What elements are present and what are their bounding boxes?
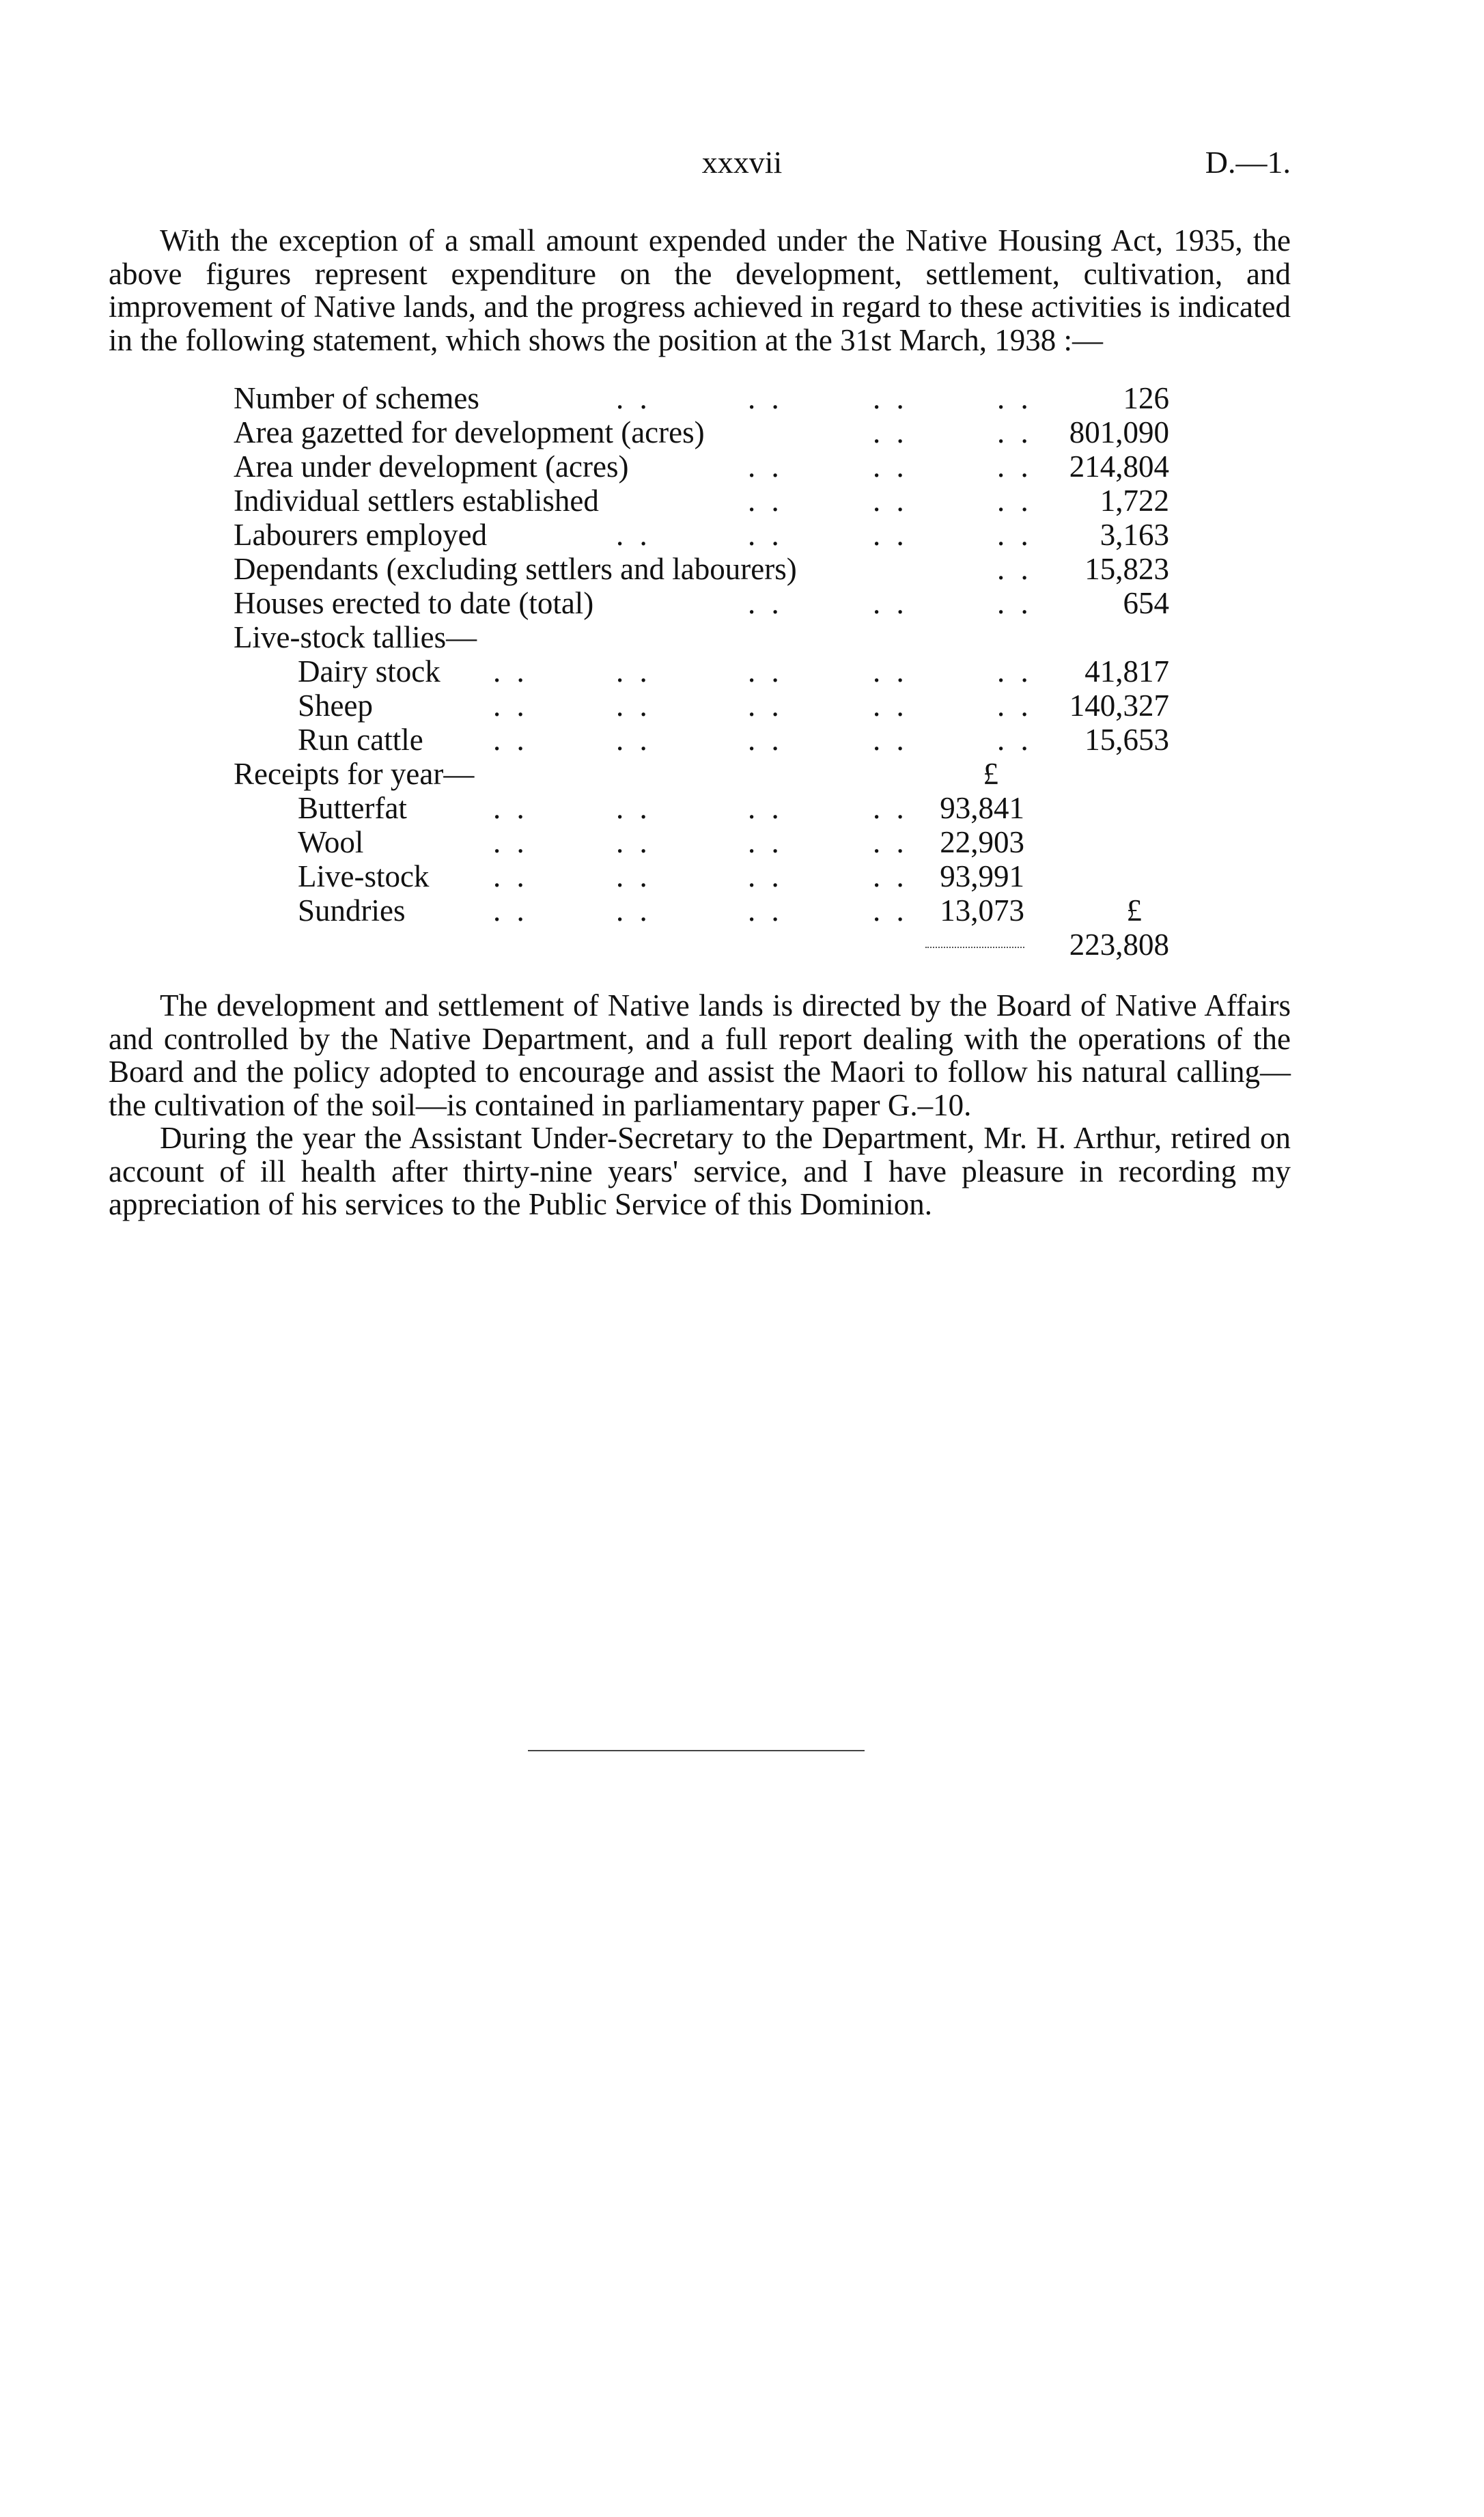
- table-row: [234, 654, 1169, 689]
- table-row: [234, 518, 1169, 552]
- leader-dots: . .: [616, 791, 652, 825]
- leader-dots: . .: [873, 791, 908, 825]
- leader-dots: . .: [873, 586, 908, 620]
- leader-dots: . .: [493, 791, 529, 825]
- statement-table: [234, 381, 1169, 962]
- document-reference: D.—1.: [1205, 145, 1291, 180]
- leader-dots: . .: [873, 449, 908, 484]
- intro-text: With the exception of a small amount expended under the Native Housing Act, 1935, the above figures represent expenditure on the development, settlement, cultivation, and improvement of Native lands, and the progress achieved in regard to these activities is indicated in the following statement, which shows the position at the 31st March, 1938 :—: [109, 223, 1291, 357]
- row-label: Area gazetted for development (acres): [234, 415, 705, 449]
- row-value: 41,817: [1084, 654, 1169, 689]
- leader-dots: . .: [873, 859, 908, 893]
- leader-dots: . .: [616, 689, 652, 723]
- leader-dots: . .: [748, 518, 783, 552]
- row-value: 13,073: [940, 893, 1024, 928]
- table-row: [234, 449, 1169, 484]
- table-row: [234, 723, 1169, 757]
- leader-dots: . .: [997, 654, 1033, 689]
- receipts-heading: [234, 757, 1169, 791]
- intro-paragraph: [109, 224, 1291, 357]
- table-row: [234, 689, 1169, 723]
- table-row: [234, 381, 1169, 415]
- leader-dots: . .: [748, 689, 783, 723]
- leader-dots: . .: [493, 723, 529, 757]
- leader-dots: . .: [873, 484, 908, 518]
- leader-dots: . .: [748, 449, 783, 484]
- leader-dots: . .: [873, 723, 908, 757]
- row-label: Area under development (acres): [234, 449, 629, 484]
- section-heading: Receipts for year—: [234, 757, 475, 791]
- leader-dots: . .: [748, 586, 783, 620]
- leader-dots: . .: [873, 415, 908, 449]
- page-body: [109, 224, 1291, 1221]
- section-heading: Live-stock tallies—: [234, 620, 477, 654]
- receipts-total: 223,808: [1069, 928, 1169, 962]
- leader-dots: . .: [997, 723, 1033, 757]
- table-row: [234, 552, 1169, 586]
- table-row: [234, 484, 1169, 518]
- row-value: 140,327: [1069, 689, 1169, 723]
- leader-dots: . .: [748, 381, 783, 415]
- board-text: The development and settlement of Native lands is directed by the Board of Native Affairs and controlled by the Native Department, and a full report dealing with the operations of the Board and the policy adopted to encourage and assist the Maori to follow his natural calling—the cultivation of the soil—is contained in parliamentary paper G.–10.: [109, 988, 1291, 1122]
- table-row: [234, 859, 1169, 893]
- row-value: 1,722: [1100, 484, 1169, 518]
- retirement-text: During the year the Assistant Under-Secretary to the Department, Mr. H. Arthur, retired on account of ill health after thirty-nine years' service, and I have pleasure in recording my appreciation of his services to the Public Service of this Dominion.: [109, 1121, 1291, 1221]
- leader-dots: . .: [997, 449, 1033, 484]
- row-value: 93,841: [940, 791, 1024, 825]
- leader-dots: . .: [997, 552, 1033, 586]
- leader-dots: . .: [997, 586, 1033, 620]
- leader-dots: . .: [997, 518, 1033, 552]
- row-label: Live-stock: [298, 859, 430, 893]
- leader-dots: . .: [748, 723, 783, 757]
- row-label: Houses erected to date (total): [234, 586, 594, 620]
- retirement-paragraph: [109, 1122, 1291, 1221]
- row-value: 22,903: [940, 825, 1024, 859]
- leader-dots: . .: [493, 825, 529, 859]
- board-paragraph: [109, 989, 1291, 1122]
- end-rule: [528, 1750, 865, 1751]
- row-value: 15,823: [1084, 552, 1169, 586]
- leader-dots: . .: [493, 689, 529, 723]
- leader-dots: . .: [616, 893, 652, 928]
- leader-dots: . .: [616, 825, 652, 859]
- leader-dots: . .: [873, 381, 908, 415]
- leader-dots: . .: [748, 859, 783, 893]
- row-label: Dairy stock: [298, 654, 440, 689]
- currency-symbol: £: [1126, 893, 1142, 928]
- leader-dots: . .: [616, 654, 652, 689]
- row-value: 654: [1123, 586, 1169, 620]
- leader-dots: . .: [748, 825, 783, 859]
- leader-dots: . .: [997, 381, 1033, 415]
- row-label: Wool: [298, 825, 364, 859]
- leader-dots: . .: [748, 791, 783, 825]
- row-label: Sundries: [298, 893, 406, 928]
- row-label: Labourers employed: [234, 518, 488, 552]
- leader-dots: . .: [997, 689, 1033, 723]
- leader-dots: . .: [493, 859, 529, 893]
- leader-dots: . .: [873, 689, 908, 723]
- livestock-heading: [234, 620, 1169, 654]
- table-row: [234, 893, 1169, 928]
- row-value: 801,090: [1069, 415, 1169, 449]
- leader-dots: . .: [748, 654, 783, 689]
- total-row: [234, 928, 1169, 962]
- row-label: Dependants (excluding settlers and labourers): [234, 552, 797, 586]
- row-label: Run cattle: [298, 723, 423, 757]
- leader-dots: . .: [616, 859, 652, 893]
- leader-dots: . .: [748, 484, 783, 518]
- leader-dots: . .: [997, 484, 1033, 518]
- leader-dots: . .: [616, 518, 652, 552]
- currency-symbol: £: [983, 757, 998, 791]
- table-row: [234, 825, 1169, 859]
- row-label: Individual settlers established: [234, 484, 599, 518]
- table-row: [234, 415, 1169, 449]
- table-row: [234, 586, 1169, 620]
- leader-dots: . .: [873, 893, 908, 928]
- leader-dots: . .: [493, 893, 529, 928]
- row-label: Number of schemes: [234, 381, 479, 415]
- leader-dots: . .: [493, 654, 529, 689]
- page-number: xxxvii: [701, 145, 783, 180]
- leader-dots: . .: [873, 825, 908, 859]
- leader-dots: . .: [616, 723, 652, 757]
- row-value: 3,163: [1100, 518, 1169, 552]
- row-value: 214,804: [1069, 449, 1169, 484]
- row-label: Butterfat: [298, 791, 407, 825]
- leader-dots: . .: [616, 381, 652, 415]
- subtotal-rule: [925, 947, 1024, 948]
- row-label: Sheep: [298, 689, 373, 723]
- table-row: [234, 791, 1169, 825]
- leader-dots: . .: [748, 893, 783, 928]
- row-value: 15,653: [1084, 723, 1169, 757]
- leader-dots: . .: [873, 518, 908, 552]
- row-value: 93,991: [940, 859, 1024, 893]
- row-value: 126: [1123, 381, 1169, 415]
- leader-dots: . .: [873, 654, 908, 689]
- leader-dots: . .: [997, 415, 1033, 449]
